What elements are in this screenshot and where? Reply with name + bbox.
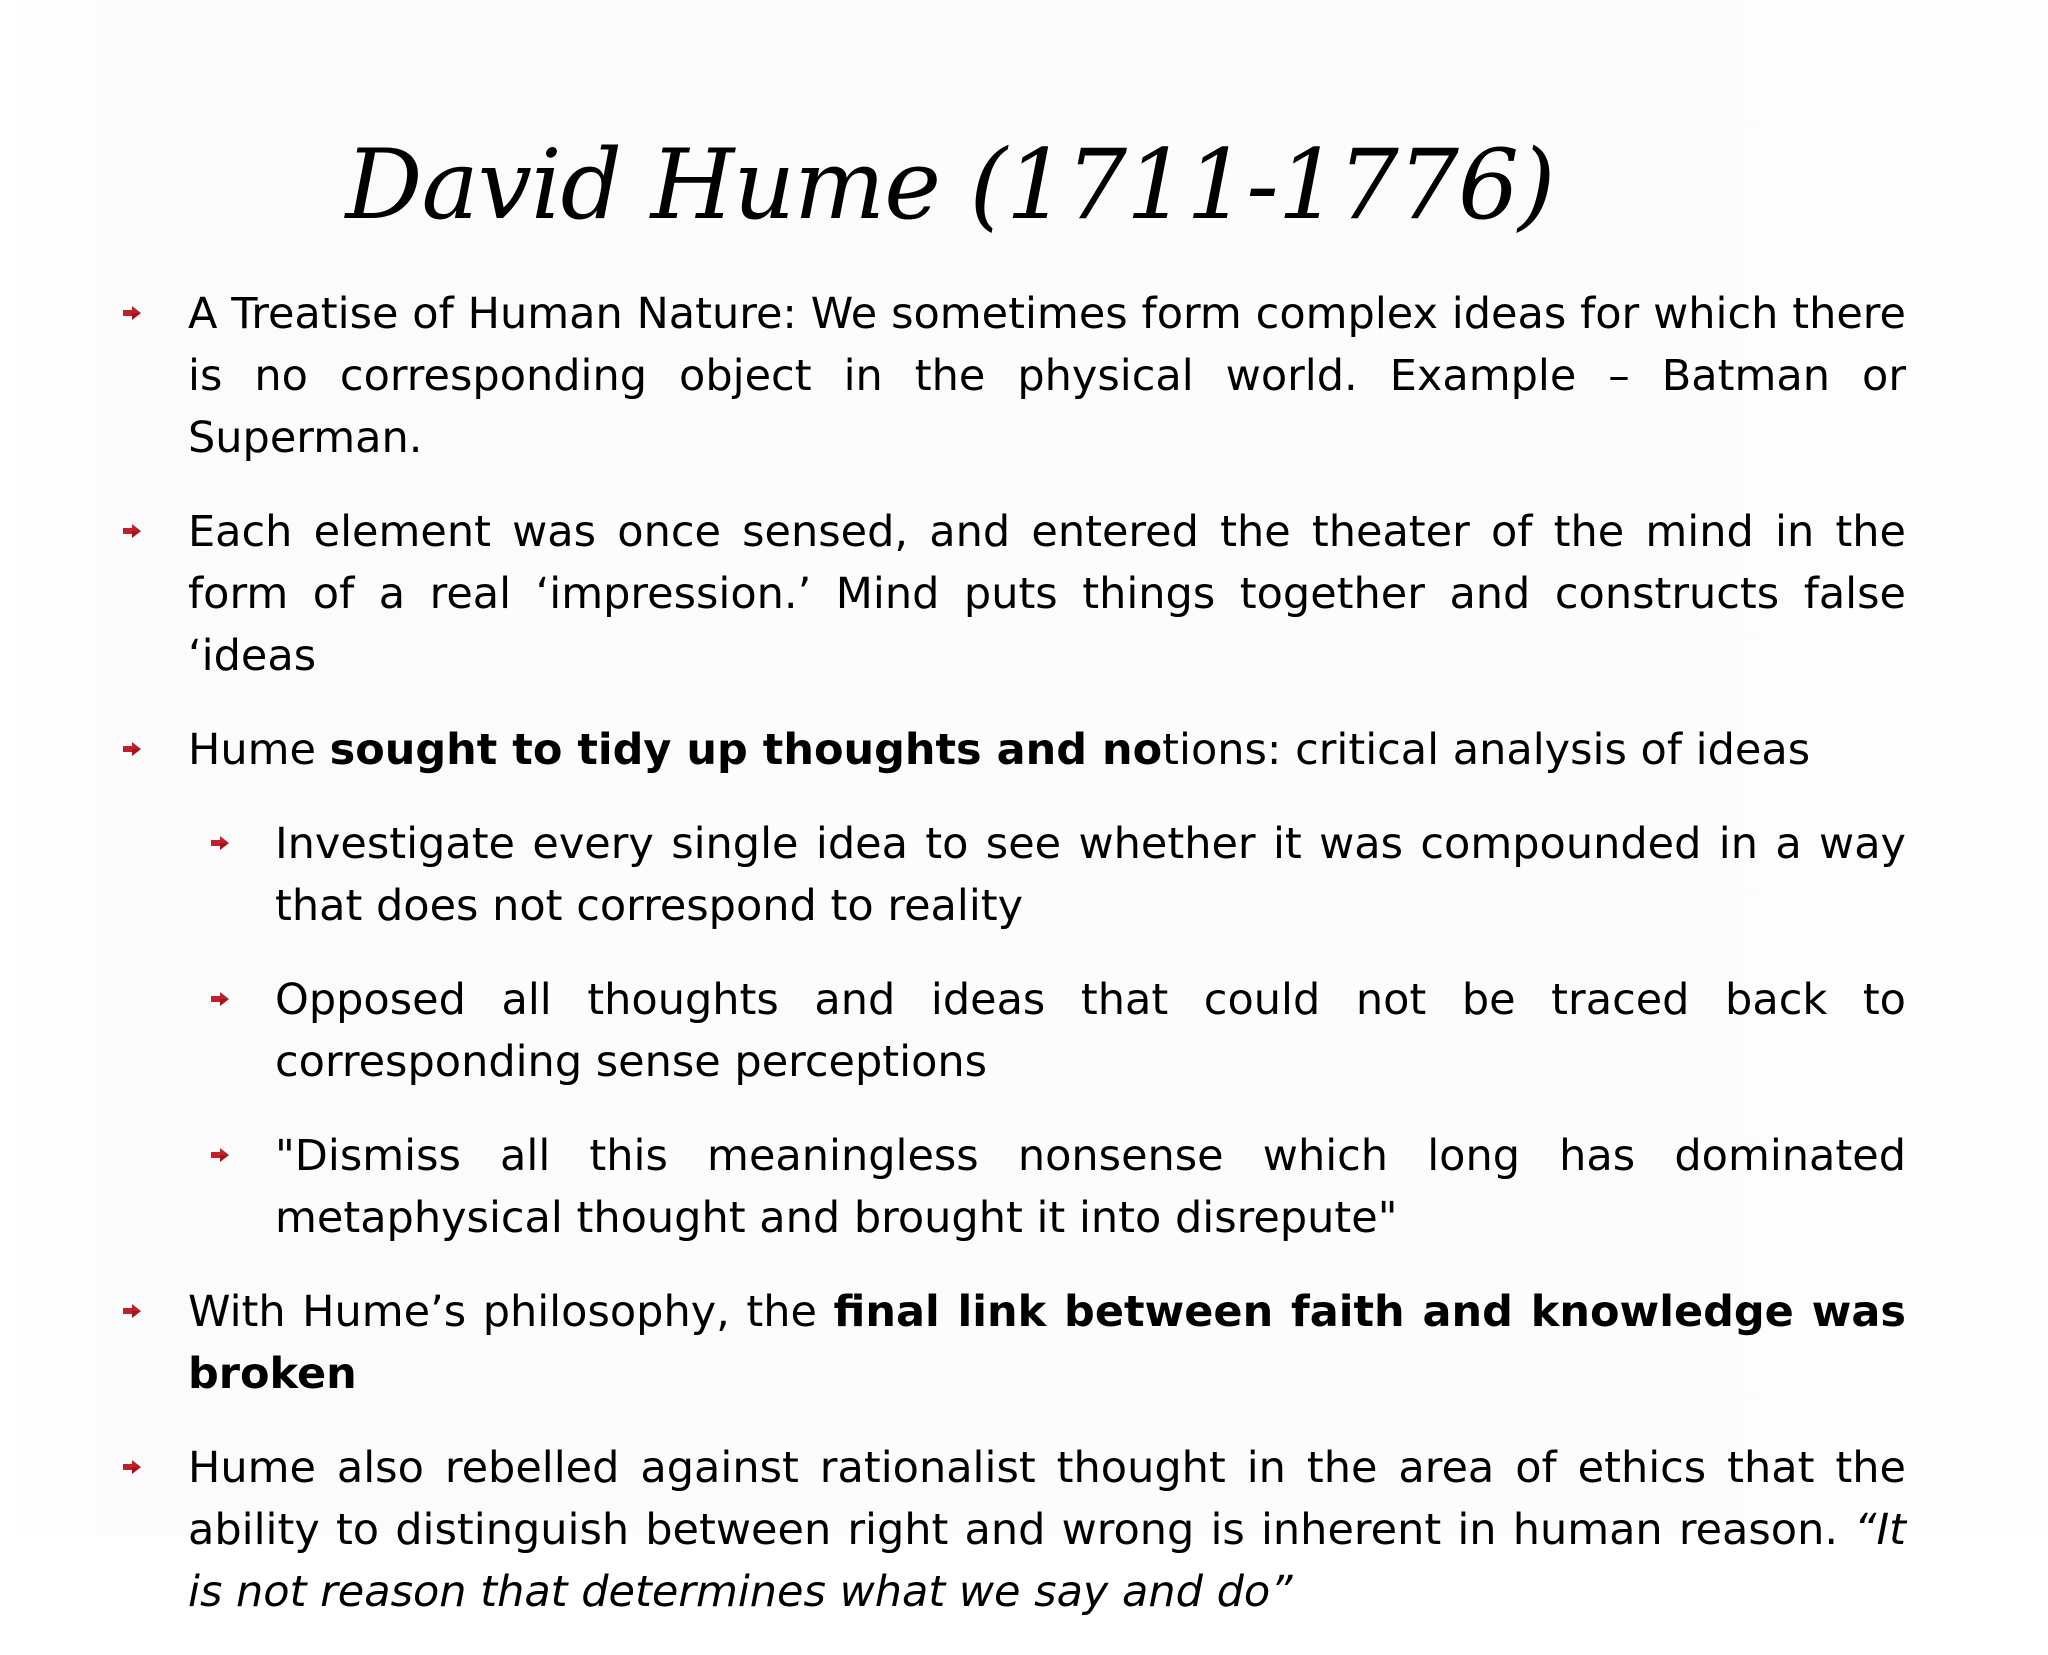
red-arrow-bullet-icon	[122, 1303, 142, 1319]
sub-bullet-item	[110, 969, 1906, 1093]
text-segment-bold: sought to tidy up thoughts and no	[329, 725, 1163, 775]
red-arrow-bullet-icon	[210, 1147, 230, 1163]
bullet-list	[110, 283, 1906, 1655]
bullet-text	[188, 725, 1810, 775]
bullet-item	[110, 719, 1906, 781]
text-segment-normal: Opposed all thoughts and ideas that could not be traced back to corresponding sense perceptions	[275, 975, 1906, 1087]
bullet-text	[188, 507, 1906, 681]
bullet-item	[110, 1437, 1906, 1623]
text-segment-normal: A Treatise of Human Nature: We sometimes form complex ideas for which there is no corresponding object in the physical world. Example – Batman or Superman.	[188, 289, 1906, 463]
text-segment-bold: final link between faith and knowledge was broken	[188, 1287, 1907, 1399]
text-segment-normal: Hume	[188, 725, 330, 775]
bullet-item	[110, 501, 1906, 687]
bullet-text	[188, 1443, 1906, 1617]
sub-bullet-item	[110, 1125, 1906, 1249]
bullet-text	[188, 289, 1906, 463]
text-segment-normal: Investigate every single idea to see whether it was compounded in a way that does not correspond to reality	[275, 819, 1906, 931]
bullet-text	[275, 819, 1906, 931]
sub-bullet-item	[110, 813, 1906, 937]
bullet-item	[110, 283, 1906, 469]
bullet-item	[110, 1281, 1906, 1405]
red-arrow-bullet-icon	[122, 305, 142, 321]
text-segment-normal: tions: critical analysis of ideas	[1162, 725, 1811, 775]
text-segment-normal: With Hume’s philosophy, the	[188, 1287, 834, 1337]
text-segment-normal: "Dismiss all this meaningless nonsense which long has dominated metaphysical thought and brought it into disrepute"	[275, 1131, 1906, 1243]
text-segment-italic: “It is not reason that determines what we say and do”	[188, 1505, 1906, 1617]
text-segment-normal: Each element was once sensed, and entered the theater of the mind in the form of a real ‘impression.’ Mind puts things together and constructs false ‘ideas	[188, 507, 1906, 681]
bullet-text	[188, 1287, 1906, 1399]
slide-title: David Hume (1711-1776)	[345, 129, 1555, 241]
text-segment-normal: Hume also rebelled against rationalist thought in the area of ethics that the ability to distinguish between right and wrong is inherent in human reason.	[188, 1443, 1906, 1555]
red-arrow-bullet-icon	[210, 835, 230, 851]
bullet-text	[275, 975, 1906, 1087]
red-arrow-bullet-icon	[122, 741, 142, 757]
red-arrow-bullet-icon	[210, 991, 230, 1007]
red-arrow-bullet-icon	[122, 523, 142, 539]
red-arrow-bullet-icon	[122, 1459, 142, 1475]
bullet-text	[275, 1131, 1906, 1243]
